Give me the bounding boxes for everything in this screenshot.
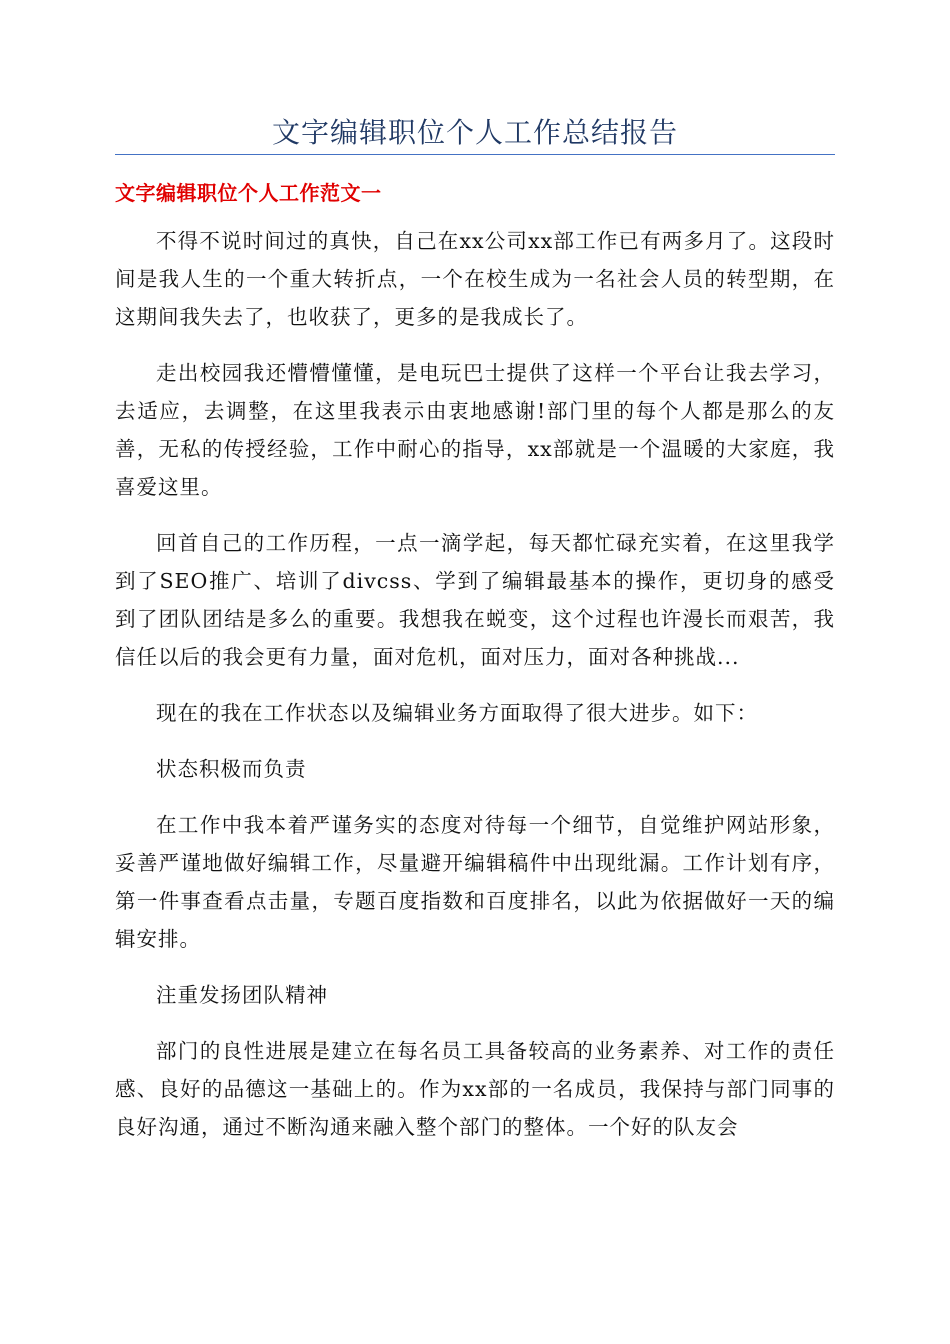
document-body <box>115 222 835 1164</box>
paragraph: 现在的我在工作状态以及编辑业务方面取得了很大进步。如下： <box>156 701 758 725</box>
paragraph: 回首自己的工作历程，一点一滴学起，每天都忙碌充实着，在这里我学到了SEO推广、培训了divcss、学到了编辑最基本的操作，更切身的感受到了团队团结是多么的重要。我想我在蜕变，这个过程也许漫长而艰苦，我信任以后的我会更有力量，面对危机，面对压力，面对各种挑战... <box>115 531 835 669</box>
paragraph: 不得不说时间过的真快，自己在xx公司xx部工作已有两多月了。这段时间是我人生的一个重大转折点，一个在校生成为一名社会人员的转型期，在这期间我失去了，也收获了，更多的是我成长了。 <box>115 229 835 329</box>
subheading-paragraph: 状态积极而负责 <box>156 757 307 781</box>
document-title: 文字编辑职位个人工作总结报告 <box>271 116 678 149</box>
title-underline-divider <box>115 154 835 155</box>
paragraph: 部门的良性进展是建立在每名员工具备较高的业务素养、对工作的责任感、良好的品德这一基础上的。作为xx部的一名成员，我保持与部门同事的良好沟通，通过不断沟通来融入整个部门的整体。一个好的队友会 <box>115 1039 835 1139</box>
section-heading: 文字编辑职位个人工作范文一 <box>115 181 382 205</box>
paragraph: 在工作中我本着严谨务实的态度对待每一个细节，自觉维护网站形象，妥善严谨地做好编辑工作，尽量避开编辑稿件中出现纰漏。工作计划有序，第一件事查看点击量，专题百度指数和百度排名，以此为依据做好一天的编辑安排。 <box>115 813 835 951</box>
paragraph: 走出校园我还懵懵懂懂，是电玩巴士提供了这样一个平台让我去学习，去适应，去调整，在这里我表示由衷地感谢!部门里的每个人都是那么的友善，无私的传授经验，工作中耐心的指导，xx部就是一个温暖的大家庭，我喜爱这里。 <box>115 361 835 499</box>
subheading-paragraph: 注重发扬团队精神 <box>156 983 328 1007</box>
